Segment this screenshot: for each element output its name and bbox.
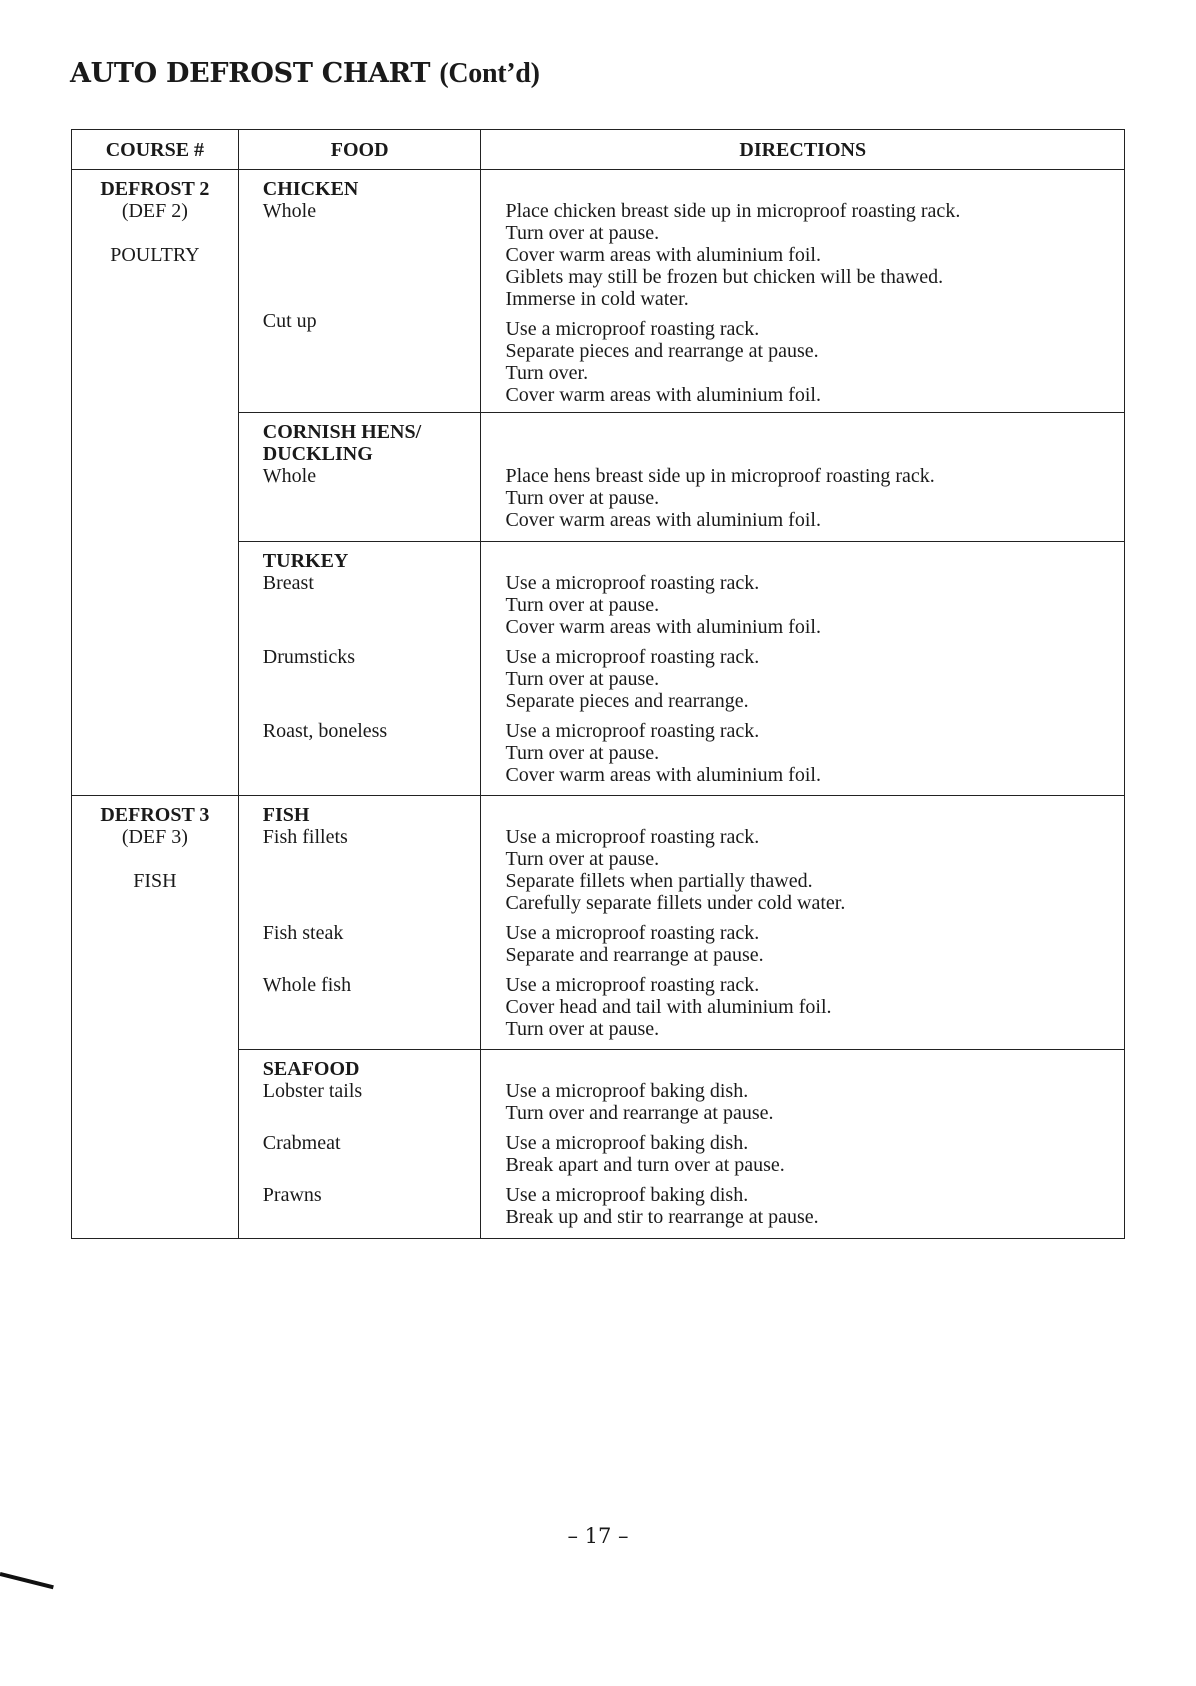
course-category: FISH <box>133 870 177 892</box>
course-category: POULTRY <box>110 244 200 266</box>
food-category-title: SEAFOOD <box>262 1058 360 1080</box>
direction-line: Place chicken breast side up in microproof roasting rack. <box>505 200 961 222</box>
food-item: Whole fish <box>262 974 352 996</box>
food-item: Cut up <box>262 310 317 332</box>
direction-line: Turn over at pause. <box>505 594 660 616</box>
header-food: FOOD <box>238 130 481 170</box>
food-item: Crabmeat <box>262 1132 341 1154</box>
course-def: (DEF 2) <box>121 200 188 222</box>
direction-line: Use a microproof roasting rack. <box>505 646 760 668</box>
table-header-row <box>72 130 1125 170</box>
food-item: Whole <box>262 465 317 487</box>
directions-block <box>505 720 1118 786</box>
directions-cell-cornish-hens <box>481 413 1125 542</box>
food-item: Roast, boneless <box>262 720 388 742</box>
food-item: Prawns <box>262 1184 322 1206</box>
food-item: Drumsticks <box>262 646 355 668</box>
table-row <box>72 170 1125 413</box>
direction-line: Turn over at pause. <box>505 848 660 870</box>
food-category-title: CORNISH HENS/ <box>262 421 422 443</box>
directions-block <box>505 1132 1118 1176</box>
directions-block <box>505 646 1118 712</box>
direction-line: Use a microproof roasting rack. <box>505 318 760 340</box>
direction-line: Break up and stir to rearrange at pause. <box>505 1206 819 1228</box>
directions-block <box>505 1080 1118 1124</box>
direction-line: Giblets may still be frozen but chicken will be thawed. <box>505 266 944 288</box>
food-cell-fish <box>238 796 481 1050</box>
page-title-suffix: (Cont’d) <box>439 58 540 89</box>
direction-line: Use a microproof baking dish. <box>505 1184 749 1206</box>
food-cell-seafood <box>238 1050 481 1239</box>
scan-mark-decoration <box>0 1572 54 1589</box>
course-name: DEFROST 2 <box>100 178 210 200</box>
direction-line: Cover warm areas with aluminium foil. <box>505 384 821 406</box>
course-def: (DEF 3) <box>121 826 188 848</box>
food-cell-cornish-hens <box>238 413 481 542</box>
direction-line: Separate and rearrange at pause. <box>505 944 764 966</box>
course-cell-defrost-3 <box>72 796 239 1239</box>
food-category-title: FISH <box>262 804 310 826</box>
page-title-text: AUTO DEFROST CHART <box>70 58 431 89</box>
food-category-title: TURKEY <box>262 550 349 572</box>
page-title <box>70 58 540 90</box>
direction-line: Use a microproof roasting rack. <box>505 974 760 996</box>
direction-line: Separate pieces and rearrange. <box>505 690 749 712</box>
direction-line: Turn over and rearrange at pause. <box>505 1102 774 1124</box>
directions-block <box>505 1184 1118 1228</box>
food-cell-turkey <box>238 542 481 796</box>
food-item: Breast <box>262 572 314 594</box>
direction-line: Place hens breast side up in microproof roasting rack. <box>505 465 935 487</box>
direction-line: Immerse in cold water. <box>505 288 689 310</box>
course-name: DEFROST 3 <box>100 804 210 826</box>
directions-block <box>505 572 1118 638</box>
directions-cell-seafood <box>481 1050 1125 1239</box>
table-row <box>72 796 1125 1050</box>
direction-line: Use a microproof roasting rack. <box>505 572 760 594</box>
directions-block <box>505 826 1118 914</box>
food-cell-chicken <box>238 170 481 413</box>
direction-line: Carefully separate fillets under cold water. <box>505 892 846 914</box>
direction-line: Break apart and turn over at pause. <box>505 1154 785 1176</box>
direction-line: Turn over. <box>505 362 589 384</box>
directions-cell-fish <box>481 796 1125 1050</box>
direction-line: Turn over at pause. <box>505 668 660 690</box>
direction-line: Use a microproof baking dish. <box>505 1132 749 1154</box>
food-category-title: DUCKLING <box>262 443 373 465</box>
directions-block <box>505 974 1118 1040</box>
course-cell-defrost-2 <box>72 170 239 796</box>
header-course: COURSE # <box>72 130 239 170</box>
direction-line: Cover warm areas with aluminium foil. <box>505 764 821 786</box>
food-item: Fish steak <box>262 922 344 944</box>
direction-line: Cover warm areas with aluminium foil. <box>505 244 821 266</box>
food-item: Whole <box>262 200 317 222</box>
page-number: – 17 – <box>567 1524 629 1548</box>
direction-line: Turn over at pause. <box>505 742 660 764</box>
direction-line: Cover head and tail with aluminium foil. <box>505 996 832 1018</box>
direction-line: Cover warm areas with aluminium foil. <box>505 616 821 638</box>
directions-cell-turkey <box>481 542 1125 796</box>
food-item: Fish fillets <box>262 826 348 848</box>
directions-block <box>505 200 1118 310</box>
direction-line: Cover warm areas with aluminium foil. <box>505 509 821 531</box>
food-category-title: CHICKEN <box>262 178 359 200</box>
direction-line: Use a microproof roasting rack. <box>505 922 760 944</box>
directions-cell-chicken <box>481 170 1125 413</box>
defrost-chart-table <box>71 129 1125 1239</box>
direction-line: Use a microproof roasting rack. <box>505 720 760 742</box>
direction-line: Use a microproof baking dish. <box>505 1080 749 1102</box>
direction-line: Separate pieces and rearrange at pause. <box>505 340 819 362</box>
food-item: Lobster tails <box>262 1080 363 1102</box>
direction-line: Turn over at pause. <box>505 487 660 509</box>
direction-line: Separate fillets when partially thawed. <box>505 870 813 892</box>
directions-block <box>505 465 1118 531</box>
direction-line: Turn over at pause. <box>505 222 660 244</box>
direction-line: Turn over at pause. <box>505 1018 660 1040</box>
directions-block <box>505 922 1118 966</box>
direction-line: Use a microproof roasting rack. <box>505 826 760 848</box>
directions-block <box>505 318 1118 406</box>
header-directions: DIRECTIONS <box>481 130 1125 170</box>
